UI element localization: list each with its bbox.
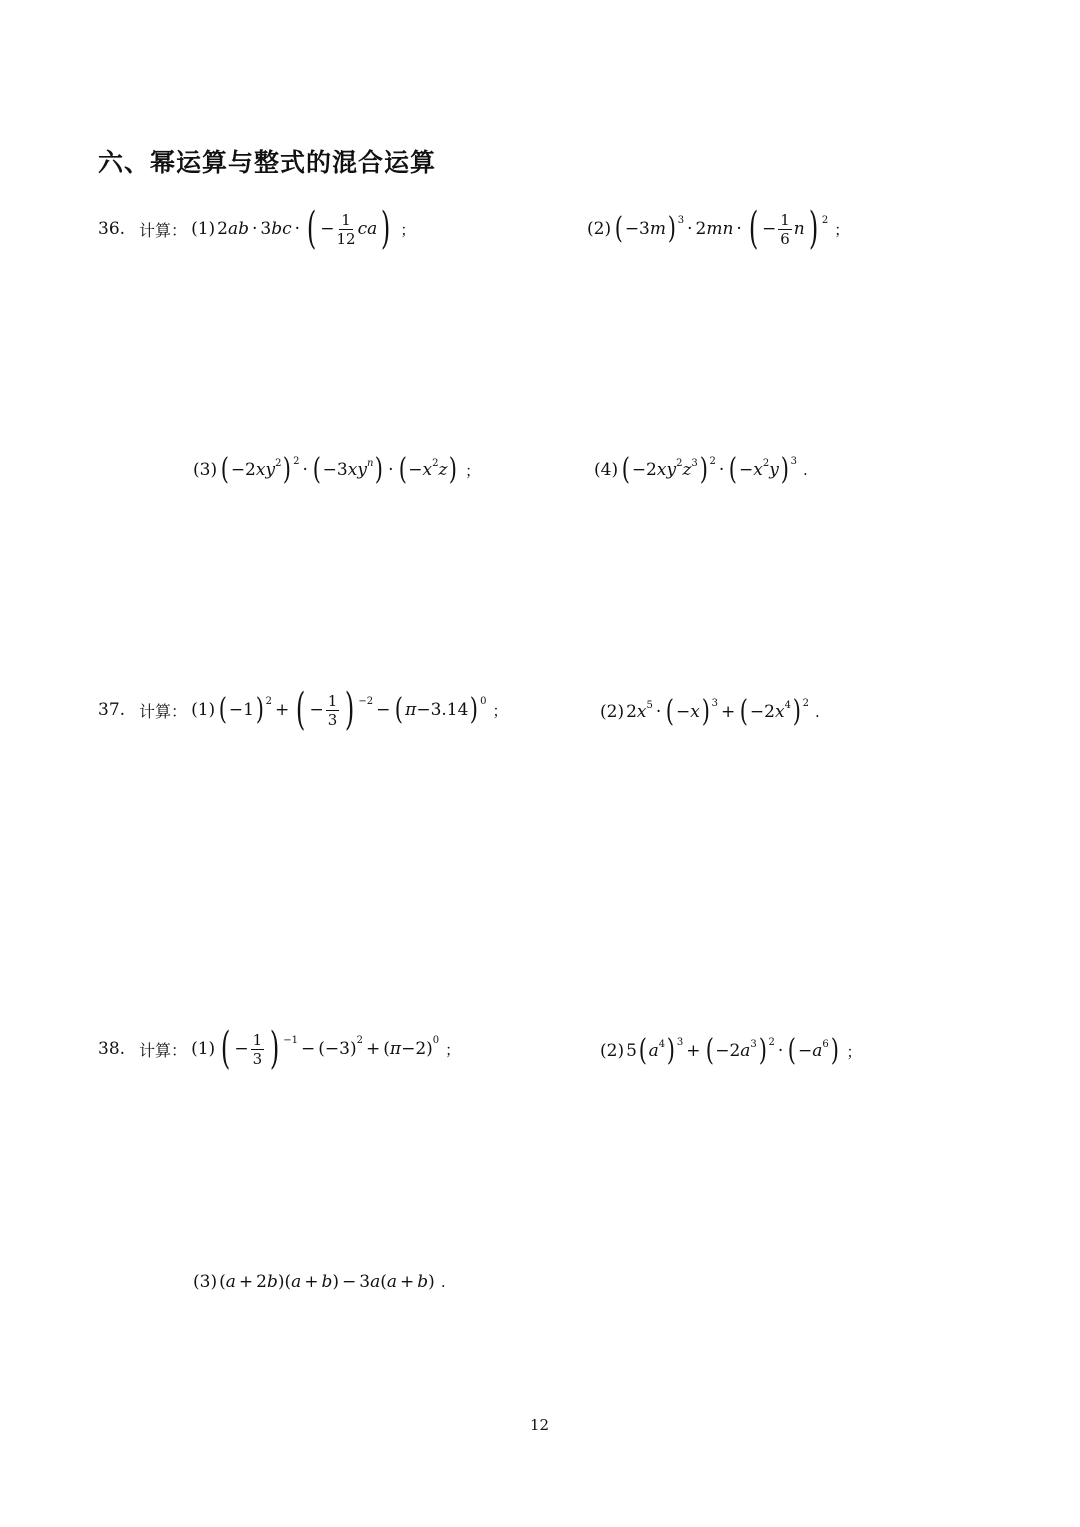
part-id: (3) — [193, 460, 218, 480]
part-id: (3) — [193, 1272, 218, 1292]
part-end: ； — [834, 220, 850, 239]
q36-part3: (3) ( $-2xy^2$ ) 2 · ( $-3xy^n$ ) · ( $-x^2z$ ) ； — [193, 452, 481, 487]
part-end: ； — [846, 1042, 862, 1061]
question-number: 36. — [98, 219, 126, 239]
q36-part2: (2) ( −3m ) 3 · 2mn · ( − $\frac{1}{6}$ n ) 2 ； — [587, 203, 850, 254]
question-label: 计算： — [139, 1040, 188, 1060]
part-id: (1) — [191, 700, 216, 720]
q37-part2: (2) $2x^5$ · ( −x ) 3 + ( $-2x^4$ ) 2 . — [600, 694, 820, 729]
part-end: ； — [465, 461, 481, 480]
q37-part1: 37. 计算： (1) ( −1 ) 2 + ( − $\frac{1}{3}$ ) −2 − ( π−3.14 ) 0 ； — [98, 684, 508, 735]
part-end: . — [802, 461, 808, 479]
part-id: (1) — [191, 1039, 216, 1059]
part-end: ； — [445, 1040, 461, 1059]
part-end: . — [815, 703, 820, 721]
q38-part1: 38. 计算： (1) ( − $\frac{1}{3}$ ) −1 − (−3) 2 + (π−2) 0 ； — [98, 1023, 461, 1074]
part-id: (1) — [191, 219, 216, 239]
part-end: ； — [400, 220, 416, 239]
question-number: 37. — [98, 700, 126, 720]
q38-part3: (3) (a + 2b)(a + b) − 3a(a + b) . — [193, 1272, 446, 1292]
section-title: 六、幂运算与整式的混合运算 — [98, 148, 437, 177]
part-id: (2) — [587, 219, 612, 239]
part-end: . — [440, 1273, 446, 1291]
part-id: (4) — [594, 460, 619, 480]
q36-part1: 36. 计算： (1) 2ab · 3bc · ( − $\frac{1}{12}$ ca ) ； — [98, 203, 416, 254]
question-label: 计算： — [139, 701, 188, 721]
q36-part4: (4) ( $-2xy^2z^3$ ) 2 · ( $-x^2y$ ) 3 . — [594, 452, 808, 487]
q38-part2: (2) 5 ( $a^4$ ) 3 + ( $-2a^3$ ) 2 · ( $-a^6$ ) ； — [600, 1033, 862, 1068]
part-id: (2) — [600, 702, 625, 722]
part-id: (2) — [600, 1041, 625, 1061]
question-number: 38. — [98, 1039, 126, 1059]
part-end: ； — [492, 701, 508, 720]
question-label: 计算： — [139, 220, 188, 240]
page-number: 12 — [530, 1416, 550, 1434]
